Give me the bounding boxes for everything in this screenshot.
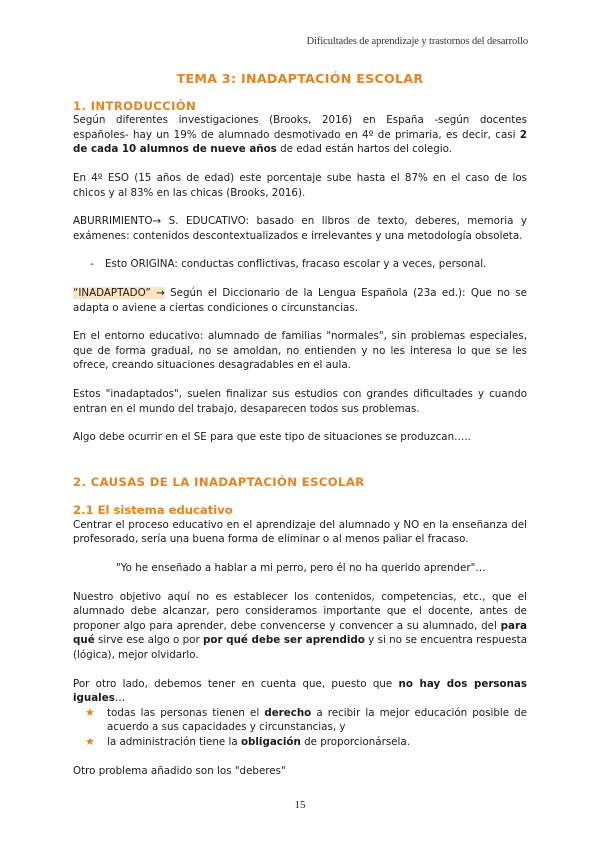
- intro-paragraph-6: Estos "inadaptados", suelen finalizar sus estudios con grandes dificultades y cuando entran en el mundo del trabajo, desaparecen todos sus problemas.: [73, 387, 527, 415]
- section-heading-causas: 2. CAUSAS DE LA INADAPTACIÓN ESCOLAR: [73, 474, 365, 489]
- star2-text-a: la administración tiene la: [107, 736, 241, 748]
- running-header: Dificultades de aprendizaje y trastornos del desarrollo: [306, 36, 528, 47]
- star2-text-c: de proporcionársela.: [300, 736, 410, 748]
- intro-p4-rest: Según el Diccionario de la Lengua Española (23a ed.): Que no se adapta o aviene a ciertas condiciones o circunstancias.: [73, 286, 527, 314]
- quote: "Yo he enseñado a hablar a mi perro, pero él no ha querido aprender"…: [116, 562, 486, 575]
- star-icon: ★: [85, 705, 95, 719]
- intro-paragraph-4: [73, 286, 527, 315]
- causes-p2-text-a: Nuestro objetivo aquí no es establecer los contenidos, competencias, etc., que el alumnado debe alcanzar, pero consideramos importante que el docente, antes de proponer algo para aprender, debe convencerse y convencer a su alumnado, del: [73, 590, 527, 632]
- intro-paragraph-7: Algo debe ocurrir en el SE para que este tipo de situaciones se produzcan…..: [73, 431, 471, 444]
- star1-text-c: a recibir la mejor educación posible de acuerdo a sus capacidades y circunstancias, y: [107, 706, 528, 734]
- intro-p1-text-c: de edad están hartos del colegio.: [276, 143, 453, 156]
- page-title: TEMA 3: INADAPTACIÓN ESCOLAR: [176, 71, 424, 86]
- dash-marker: -: [90, 258, 94, 271]
- list-item: [73, 706, 527, 735]
- intro-paragraph-5: En el entorno educativo: alumnado de familias "normales", sin problemas especiales, que de forma gradual, no se amoldan, no entienden y no les interesa lo que se les ofrece, creando situaciones desagradables en el aula.: [73, 330, 527, 372]
- intro-p1-text-a: Según diferentes investigaciones (Brooks, 2016) en España -según docentes españoles- hay un 19% de alumnado desmotivado en 4º de primaria, es decir, casi: [73, 114, 527, 141]
- star-list: [73, 706, 527, 750]
- causes-p3-text-a: Por otro lado, debemos tener en cuenta que, puesto que: [73, 677, 399, 690]
- causes-p3-bold: no hay dos personas iguales: [73, 677, 528, 705]
- star1-bold: derecho: [264, 706, 312, 719]
- page-number: 15: [294, 799, 306, 811]
- intro-paragraph-2: En 4º ESO (15 años de edad) este porcentaje sube hasta el 87% en el caso de los chicos y al 83% en las chicas (Brooks, 2016).: [73, 171, 527, 199]
- causes-p2-text-c: sirve ese algo o por: [94, 634, 204, 647]
- causes-p3-text-c: …: [114, 692, 126, 705]
- list-item: [73, 257, 527, 272]
- causes-paragraph-3: [73, 677, 527, 706]
- inadaptado-highlight: “INADAPTADO” →: [73, 286, 165, 299]
- dash-list: [73, 257, 527, 272]
- list-item: [73, 735, 527, 750]
- causes-paragraph-2: [73, 590, 527, 663]
- section-heading-introduccion: 1. INTRODUCCIÓN: [73, 98, 197, 113]
- dash-item-text: Esto ORIGINA: conductas conflictivas, fracaso escolar y a veces, personal.: [105, 258, 487, 271]
- causes-paragraph-1: Centrar el proceso educativo en el aprendizaje del alumnado y NO en la enseñanza del profesorado, sería una buena forma de eliminar o al menos paliar el fracaso.: [73, 518, 527, 546]
- star-icon: ★: [85, 735, 95, 748]
- star2-bold: obligación: [240, 736, 301, 748]
- intro-paragraph-3: ABURRIMIENTO→ S. EDUCATIVO: basado en libros de texto, deberes, memoria y exámenes: contenidos descontextualizados e irrelevantes y una metodología obsoleta.: [73, 215, 527, 242]
- causes-paragraph-4: Otro problema añadido son los "deberes": [73, 764, 286, 777]
- subsection-heading-sistema-educativo: 2.1 El sistema educativo: [73, 503, 233, 518]
- causes-p2-bold-por-que: por qué debe ser aprendido: [203, 634, 365, 647]
- star1-text-a: todas las personas tienen el: [107, 706, 265, 719]
- causes-p2-text-e: y si no se encuentra respuesta (lógica), mejor olvidarlo.: [73, 634, 527, 662]
- intro-p1-bold: 2 de cada 10 alumnos de nueve años: [73, 128, 527, 156]
- intro-paragraph-1: [73, 113, 527, 157]
- page-content: [73, 66, 527, 778]
- causes-p2-bold-para-que: para qué: [73, 619, 527, 647]
